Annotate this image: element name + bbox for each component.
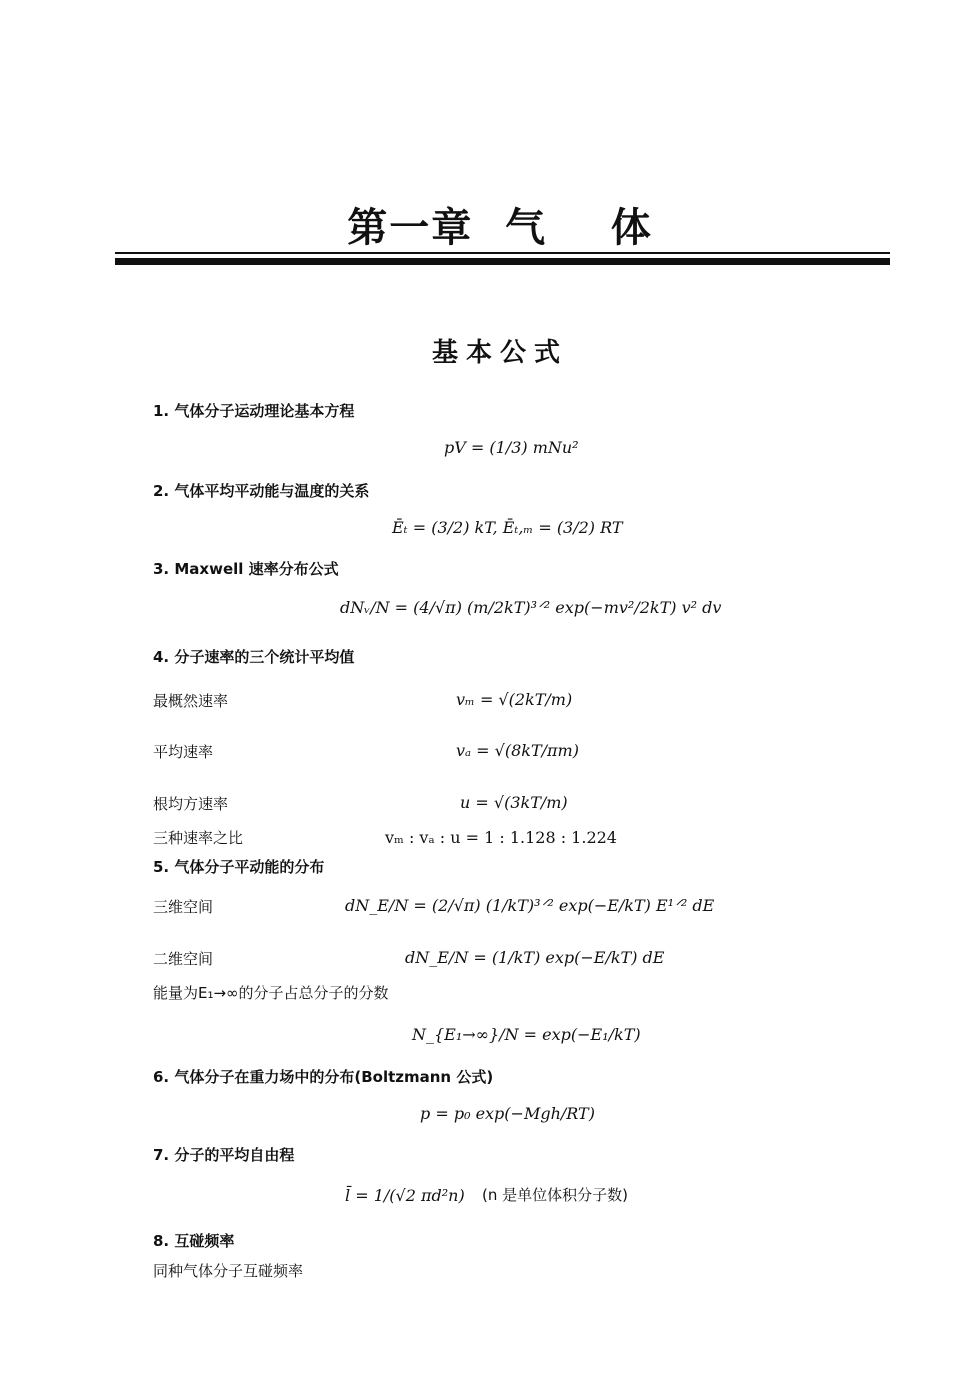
heading-6: 6. 气体分子在重力场中的分布(Boltzmann 公式) xyxy=(153,1068,494,1086)
formula-most-probable-speed: vₘ = √(2kT/m) xyxy=(456,690,573,709)
heading-5: 5. 气体分子平动能的分布 xyxy=(153,858,325,876)
formula-3d-space: dN_E/N = (2/√π) (1/kT)³ᐟ² exp(−E/kT) E¹ᐟ² dE xyxy=(345,896,715,915)
formula-speed-ratio: vₘ : vₐ : u = 1 : 1.128 : 1.224 xyxy=(385,828,617,847)
title-rule-thin xyxy=(115,252,890,254)
heading-3: 3. Maxwell 速率分布公式 xyxy=(153,560,339,578)
title-rule-thick xyxy=(115,258,890,265)
label-mean-speed: 平均速率 xyxy=(153,743,214,761)
formula-1: pV = (1/3) mNu² xyxy=(444,438,579,457)
label-2d-space: 二维空间 xyxy=(153,950,214,968)
label-rms-speed: 根均方速率 xyxy=(153,795,229,813)
heading-7: 7. 分子的平均自由程 xyxy=(153,1146,295,1164)
heading-1: 1. 气体分子运动理论基本方程 xyxy=(153,402,355,420)
heading-2: 2. 气体平均平动能与温度的关系 xyxy=(153,482,370,500)
label-speed-ratio: 三种速率之比 xyxy=(153,829,244,847)
formula-energy-fraction: N_{E₁→∞}/N = exp(−E₁/kT) xyxy=(412,1025,641,1044)
formula-2: Ēₜ = (3/2) kT, Ēₜ,ₘ = (3/2) RT xyxy=(392,518,623,537)
collision-frequency-text: 同种气体分子互碰频率 xyxy=(153,1262,304,1280)
formula-7-note: (n 是单位体积分子数) xyxy=(482,1186,628,1204)
formula-6: p = p₀ exp(−Mgh/RT) xyxy=(420,1104,595,1123)
formula-7: l̄ = 1/(√2 πd²n) xyxy=(345,1186,465,1205)
energy-fraction-text: 能量为E₁→∞的分子占总分子的分数 xyxy=(153,984,389,1002)
formula-2d-space: dN_E/N = (1/kT) exp(−E/kT) dE xyxy=(405,948,665,967)
chapter-title: 第一章 气 体 xyxy=(347,205,653,251)
formula-mean-speed: vₐ = √(8kT/πm) xyxy=(456,741,579,760)
label-3d-space: 三维空间 xyxy=(153,898,214,916)
label-most-probable-speed: 最概然速率 xyxy=(153,692,229,710)
section-title: 基本公式 xyxy=(431,338,568,368)
formula-rms-speed: u = √(3kT/m) xyxy=(460,793,568,812)
heading-8: 8. 互碰频率 xyxy=(153,1232,235,1250)
formula-3: dNᵥ/N = (4/√π) (m/2kT)³ᐟ² exp(−mv²/2kT) v² dv xyxy=(340,598,722,617)
heading-4: 4. 分子速率的三个统计平均值 xyxy=(153,648,355,666)
